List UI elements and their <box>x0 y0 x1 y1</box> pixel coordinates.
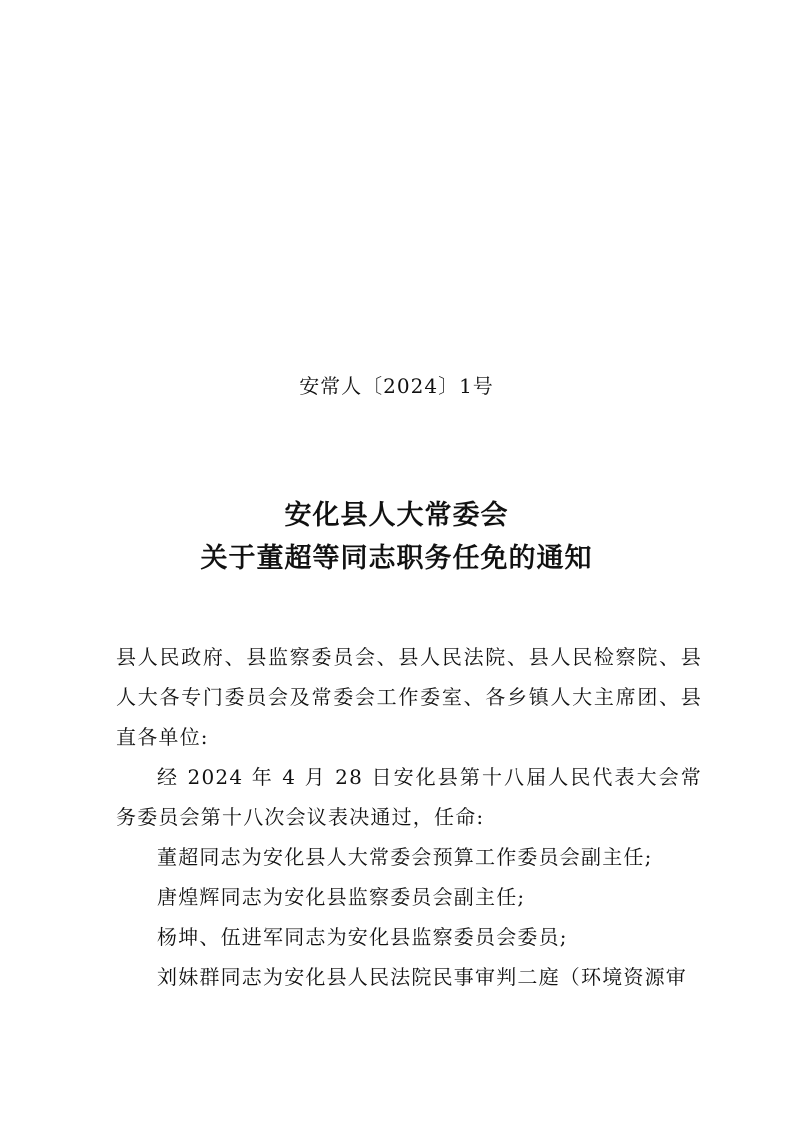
appointment-item: 董超同志为安化县人大常委会预算工作委员会副主任; <box>157 845 653 869</box>
document-number: 安常人〔2024〕1号 <box>299 374 494 398</box>
appointment-item: 杨坤、伍进军同志为安化县监察委员会委员; <box>157 925 568 949</box>
document-title-line-1: 安化县人大常委会 <box>284 500 509 531</box>
body-paragraph: 经 2024 年 4 月 28 日安化县第十八届人民代表大会常务委员会第十八次会议表决通过，任命: <box>116 765 702 829</box>
document-title-line-2: 关于董超等同志职务任免的通知 <box>200 543 593 574</box>
appointment-item: 唐煌辉同志为安化县监察委员会副主任; <box>157 885 526 909</box>
addressee-paragraph: 县人民政府、县监察委员会、县人民法院、县人民检察院、县人大各专门委员会及常委会工作委室、各乡镇人大主席团、县直各单位: <box>116 645 702 749</box>
appointment-item: 刘妹群同志为安化县人民法院民事审判二庭（环境资源审 <box>157 965 687 989</box>
